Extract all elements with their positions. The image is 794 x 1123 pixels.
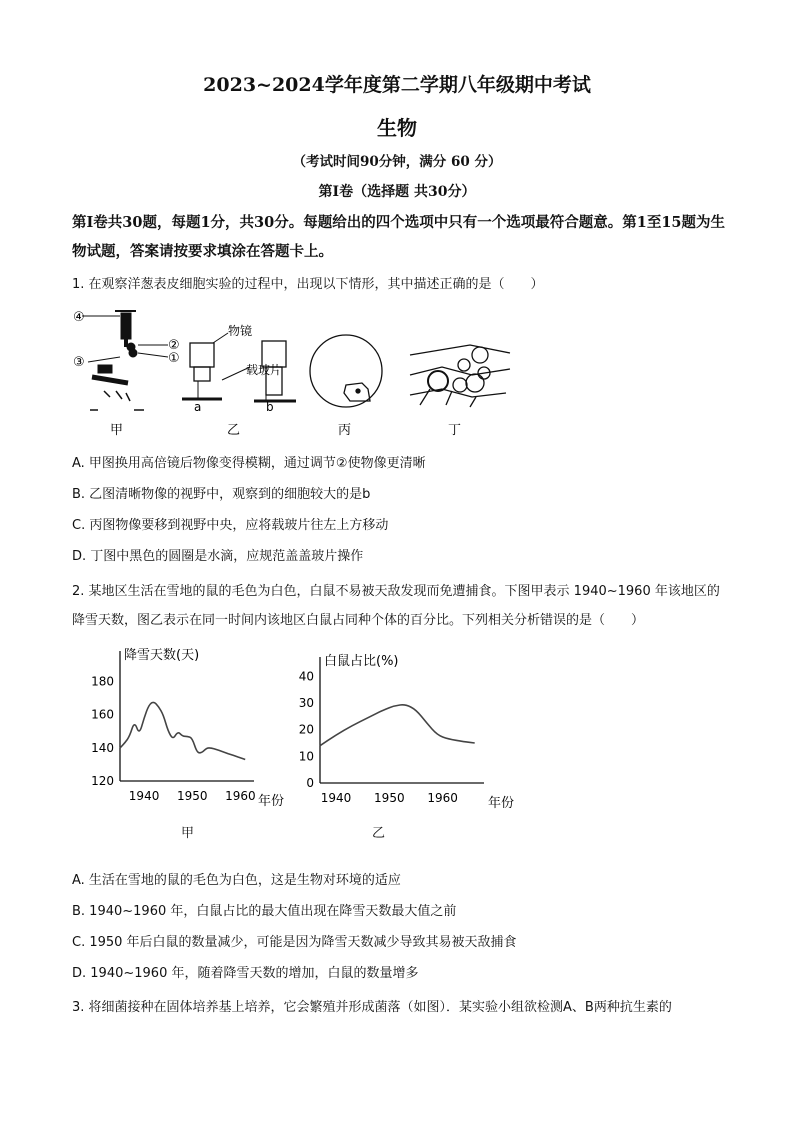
q3-stem: 3. 将细菌接种在固体培养基上培养，它会繁殖并形成菌落（如图）．某实验小组欲检测A、B两种抗生素的 bbox=[72, 1000, 672, 1015]
x-tick-label: 1960 bbox=[225, 789, 256, 803]
x-tick-label: 1950 bbox=[374, 791, 405, 805]
label-slide: 载玻片 bbox=[246, 363, 283, 377]
q1-option-a: A. 甲图换用高倍镜后物像变得模糊，通过调节②使物像更清晰 bbox=[72, 456, 426, 471]
label-objective: 物镜 bbox=[228, 324, 253, 338]
y-axis-label: 降雪天数(天) bbox=[124, 648, 200, 663]
chart-yi-caption: 乙 bbox=[372, 826, 386, 841]
y-tick-label: 20 bbox=[298, 722, 314, 737]
y-tick-label: 30 bbox=[298, 696, 314, 710]
q1-stem: 1. 在观察洋葱表皮细胞实验的过程中，出现以下情形，其中描述正确的是（ ） bbox=[72, 277, 544, 292]
q2-option-a: A. 生活在雪地的鼠的毛色为白色，这是生物对环境的适应 bbox=[72, 873, 401, 888]
y-tick-label: 40 bbox=[298, 669, 314, 684]
label-a: a bbox=[194, 400, 202, 414]
x-axis-label: 年份 bbox=[258, 794, 285, 809]
chart-jia bbox=[85, 645, 285, 820]
label-b: b bbox=[266, 400, 274, 414]
y-tick-label: 120 bbox=[91, 774, 114, 788]
exam-title: 2023~2024学年度第二学期八年级期中考试 bbox=[203, 74, 591, 96]
q2-option-b: B. 1940~1960 年，白鼠占比的最大值出现在降雪天数最大值之前 bbox=[72, 904, 457, 919]
series-line bbox=[320, 705, 475, 746]
q1-figure bbox=[70, 305, 510, 440]
q1-option-c: C. 丙图物像要移到视野中央，应将载玻片往左上方移动 bbox=[72, 518, 389, 533]
x-tick-label: 1960 bbox=[427, 791, 458, 805]
caption-ding: 丁 bbox=[448, 423, 462, 438]
instructions: 第Ⅰ卷共30题，每题1分，共30分。每题给出的四个选项中只有一个选项最符合题意。第1至15题为生物试题，答案请按要求填涂在答题卡上。 bbox=[72, 214, 725, 260]
x-tick-label: 1940 bbox=[320, 791, 352, 805]
label-2: ② bbox=[168, 338, 180, 353]
chart-yi bbox=[298, 645, 515, 820]
y-tick-label: 140 bbox=[91, 740, 114, 755]
label-4: ④ bbox=[73, 310, 85, 325]
section-title: 第Ⅰ卷（选择题 共30分） bbox=[318, 184, 476, 200]
exam-info: （考试时间90分钟，满分 60 分） bbox=[292, 154, 502, 170]
series-line bbox=[120, 702, 245, 759]
x-axis-label: 年份 bbox=[488, 796, 515, 811]
q2-stem: 2. 某地区生活在雪地的鼠的毛色为白色，白鼠不易被天敌发现而免遭捕食。下图甲表示 1940~1960 年该地区的降雪天数，图乙表示在同一时间内该地区白鼠占同种个体的百分比。下列相关分析错误的是（ ） bbox=[72, 584, 720, 628]
microscope-drawing bbox=[82, 311, 168, 410]
y-tick-label: 0 bbox=[306, 776, 314, 790]
label-3: ③ bbox=[73, 355, 85, 370]
q1-option-d: D. 丁图中黑色的圆圈是水滴，应规范盖盖玻片操作 bbox=[72, 549, 364, 564]
cells-with-bubbles-drawing bbox=[410, 345, 510, 407]
subject-title: 生物 bbox=[377, 116, 417, 140]
field-of-view-drawing bbox=[310, 335, 382, 407]
label-1: ① bbox=[168, 351, 180, 366]
x-tick-label: 1940 bbox=[128, 789, 160, 803]
caption-jia: 甲 bbox=[110, 423, 124, 438]
caption-yi: 乙 bbox=[227, 423, 241, 438]
x-tick-label: 1950 bbox=[176, 789, 208, 803]
y-tick-label: 10 bbox=[298, 749, 314, 764]
q1-option-b: B. 乙图清晰物像的视野中，观察到的细胞较大的是b bbox=[72, 487, 371, 502]
y-tick-label: 180 bbox=[91, 674, 114, 689]
y-tick-label: 160 bbox=[91, 707, 114, 722]
y-axis-label: 白鼠占比(%) bbox=[324, 654, 399, 669]
q2-option-d: D. 1940~1960 年，随着降雪天数的增加，白鼠的数量增多 bbox=[72, 966, 419, 981]
q2-option-c: C. 1950 年后白鼠的数量减少，可能是因为降雪天数减少导致其易被天敌捕食 bbox=[72, 935, 517, 950]
caption-bing: 丙 bbox=[338, 423, 352, 438]
chart-jia-caption: 甲 bbox=[181, 826, 195, 841]
